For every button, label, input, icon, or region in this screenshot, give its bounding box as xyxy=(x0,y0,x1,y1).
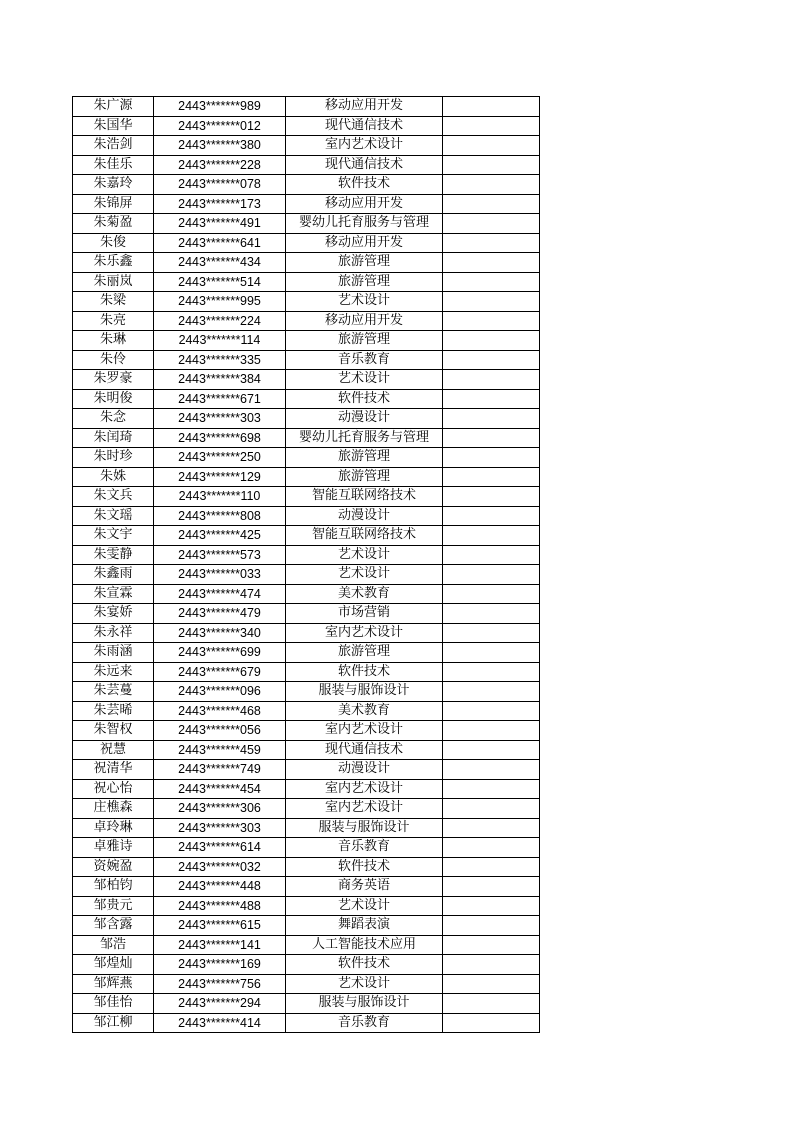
student-name-cell: 朱芸晞 xyxy=(73,701,154,721)
major-cell: 软件技术 xyxy=(286,662,443,682)
student-name-cell: 朱念 xyxy=(73,409,154,429)
table-row xyxy=(73,448,540,468)
major-cell: 旅游管理 xyxy=(286,448,443,468)
table-row xyxy=(73,1013,540,1033)
student-id-cell: 2443*******425 xyxy=(154,526,286,546)
student-id-cell: 2443*******749 xyxy=(154,760,286,780)
student-name-cell: 卓雅诗 xyxy=(73,838,154,858)
student-id-cell: 2443*******679 xyxy=(154,662,286,682)
student-name-cell: 朱雯静 xyxy=(73,545,154,565)
table-row xyxy=(73,175,540,195)
table-row xyxy=(73,233,540,253)
table-row xyxy=(73,877,540,897)
empty-cell xyxy=(443,389,540,409)
empty-cell xyxy=(443,506,540,526)
table-row xyxy=(73,292,540,312)
empty-cell xyxy=(443,623,540,643)
empty-cell xyxy=(443,370,540,390)
student-id-cell: 2443*******129 xyxy=(154,467,286,487)
major-cell: 艺术设计 xyxy=(286,370,443,390)
student-id-cell: 2443*******096 xyxy=(154,682,286,702)
empty-cell xyxy=(443,877,540,897)
table-row xyxy=(73,253,540,273)
major-cell: 现代通信技术 xyxy=(286,155,443,175)
student-name-cell: 朱时珍 xyxy=(73,448,154,468)
student-id-cell: 2443*******479 xyxy=(154,604,286,624)
table-row xyxy=(73,974,540,994)
student-name-cell: 祝清华 xyxy=(73,760,154,780)
table-row xyxy=(73,818,540,838)
empty-cell xyxy=(443,818,540,838)
student-id-cell: 2443*******228 xyxy=(154,155,286,175)
table-row xyxy=(73,994,540,1014)
table-row xyxy=(73,682,540,702)
empty-cell xyxy=(443,526,540,546)
student-name-cell: 邹佳怡 xyxy=(73,994,154,1014)
major-cell: 软件技术 xyxy=(286,389,443,409)
major-cell: 婴幼儿托育服务与管理 xyxy=(286,214,443,234)
student-name-cell: 朱远来 xyxy=(73,662,154,682)
empty-cell xyxy=(443,994,540,1014)
major-cell: 艺术设计 xyxy=(286,565,443,585)
student-name-cell: 朱智权 xyxy=(73,721,154,741)
table-row xyxy=(73,896,540,916)
student-id-cell: 2443*******335 xyxy=(154,350,286,370)
table-row xyxy=(73,116,540,136)
student-id-cell: 2443*******114 xyxy=(154,331,286,351)
empty-cell xyxy=(443,331,540,351)
table-row xyxy=(73,389,540,409)
student-name-cell: 卓玲琳 xyxy=(73,818,154,838)
major-cell: 旅游管理 xyxy=(286,272,443,292)
student-id-cell: 2443*******491 xyxy=(154,214,286,234)
student-name-cell: 朱锦屏 xyxy=(73,194,154,214)
table-row xyxy=(73,916,540,936)
student-id-cell: 2443*******414 xyxy=(154,1013,286,1033)
empty-cell xyxy=(443,253,540,273)
major-cell: 美术教育 xyxy=(286,584,443,604)
empty-cell xyxy=(443,448,540,468)
table-row xyxy=(73,935,540,955)
student-name-cell: 朱姝 xyxy=(73,467,154,487)
student-name-cell: 邹柏钧 xyxy=(73,877,154,897)
empty-cell xyxy=(443,974,540,994)
student-name-cell: 朱宣霖 xyxy=(73,584,154,604)
student-name-cell: 朱明俊 xyxy=(73,389,154,409)
empty-cell xyxy=(443,194,540,214)
student-id-cell: 2443*******294 xyxy=(154,994,286,1014)
student-name-cell: 朱伶 xyxy=(73,350,154,370)
table-row xyxy=(73,526,540,546)
student-id-cell: 2443*******454 xyxy=(154,779,286,799)
student-id-cell: 2443*******141 xyxy=(154,935,286,955)
empty-cell xyxy=(443,409,540,429)
empty-cell xyxy=(443,350,540,370)
major-cell: 舞蹈表演 xyxy=(286,916,443,936)
table-row xyxy=(73,350,540,370)
student-name-cell: 朱广源 xyxy=(73,97,154,117)
student-name-cell: 朱文兵 xyxy=(73,487,154,507)
major-cell: 动漫设计 xyxy=(286,506,443,526)
table-row xyxy=(73,604,540,624)
student-name-cell: 祝慧 xyxy=(73,740,154,760)
major-cell: 商务英语 xyxy=(286,877,443,897)
table-row xyxy=(73,467,540,487)
table-row xyxy=(73,701,540,721)
table-row xyxy=(73,506,540,526)
table-row xyxy=(73,857,540,877)
major-cell: 艺术设计 xyxy=(286,292,443,312)
empty-cell xyxy=(443,721,540,741)
student-id-cell: 2443*******110 xyxy=(154,487,286,507)
table-row xyxy=(73,838,540,858)
major-cell: 艺术设计 xyxy=(286,974,443,994)
student-id-cell: 2443*******250 xyxy=(154,448,286,468)
student-name-cell: 朱亮 xyxy=(73,311,154,331)
empty-cell xyxy=(443,584,540,604)
major-cell: 室内艺术设计 xyxy=(286,136,443,156)
student-name-cell: 朱文宇 xyxy=(73,526,154,546)
empty-cell xyxy=(443,487,540,507)
student-name-cell: 朱鑫雨 xyxy=(73,565,154,585)
empty-cell xyxy=(443,779,540,799)
major-cell: 移动应用开发 xyxy=(286,194,443,214)
student-id-cell: 2443*******808 xyxy=(154,506,286,526)
empty-cell xyxy=(443,682,540,702)
student-id-cell: 2443*******514 xyxy=(154,272,286,292)
student-name-cell: 朱文瑶 xyxy=(73,506,154,526)
empty-cell xyxy=(443,740,540,760)
major-cell: 旅游管理 xyxy=(286,467,443,487)
student-id-cell: 2443*******573 xyxy=(154,545,286,565)
table-row xyxy=(73,194,540,214)
student-id-cell: 2443*******173 xyxy=(154,194,286,214)
student-id-cell: 2443*******012 xyxy=(154,116,286,136)
student-name-cell: 朱乐鑫 xyxy=(73,253,154,273)
student-table xyxy=(72,96,540,1033)
major-cell: 移动应用开发 xyxy=(286,311,443,331)
student-name-cell: 朱嘉玲 xyxy=(73,175,154,195)
empty-cell xyxy=(443,428,540,448)
major-cell: 现代通信技术 xyxy=(286,116,443,136)
empty-cell xyxy=(443,233,540,253)
major-cell: 移动应用开发 xyxy=(286,233,443,253)
student-id-cell: 2443*******303 xyxy=(154,818,286,838)
student-id-cell: 2443*******756 xyxy=(154,974,286,994)
major-cell: 音乐教育 xyxy=(286,350,443,370)
table-row xyxy=(73,565,540,585)
major-cell: 软件技术 xyxy=(286,955,443,975)
empty-cell xyxy=(443,662,540,682)
student-name-cell: 朱佳乐 xyxy=(73,155,154,175)
student-name-cell: 朱闰琦 xyxy=(73,428,154,448)
empty-cell xyxy=(443,955,540,975)
student-name-cell: 朱梁 xyxy=(73,292,154,312)
table-row xyxy=(73,370,540,390)
empty-cell xyxy=(443,701,540,721)
table-row xyxy=(73,760,540,780)
student-id-cell: 2443*******488 xyxy=(154,896,286,916)
major-cell: 室内艺术设计 xyxy=(286,721,443,741)
student-name-cell: 邹江柳 xyxy=(73,1013,154,1033)
student-name-cell: 资婉盈 xyxy=(73,857,154,877)
student-name-cell: 邹煌灿 xyxy=(73,955,154,975)
empty-cell xyxy=(443,136,540,156)
student-id-cell: 2443*******384 xyxy=(154,370,286,390)
table-row xyxy=(73,643,540,663)
student-id-cell: 2443*******303 xyxy=(154,409,286,429)
empty-cell xyxy=(443,838,540,858)
student-name-cell: 朱浩剑 xyxy=(73,136,154,156)
student-name-cell: 朱雨涵 xyxy=(73,643,154,663)
student-id-cell: 2443*******306 xyxy=(154,799,286,819)
student-name-cell: 祝心怡 xyxy=(73,779,154,799)
major-cell: 艺术设计 xyxy=(286,896,443,916)
student-id-cell: 2443*******224 xyxy=(154,311,286,331)
table-row xyxy=(73,214,540,234)
student-id-cell: 2443*******434 xyxy=(154,253,286,273)
table-row xyxy=(73,721,540,741)
table-row xyxy=(73,97,540,117)
major-cell: 智能互联网络技术 xyxy=(286,526,443,546)
student-table-body xyxy=(73,97,540,1033)
table-row xyxy=(73,799,540,819)
empty-cell xyxy=(443,292,540,312)
major-cell: 旅游管理 xyxy=(286,331,443,351)
empty-cell xyxy=(443,799,540,819)
student-name-cell: 朱宴娇 xyxy=(73,604,154,624)
empty-cell xyxy=(443,1013,540,1033)
student-name-cell: 庄樵森 xyxy=(73,799,154,819)
student-id-cell: 2443*******995 xyxy=(154,292,286,312)
empty-cell xyxy=(443,545,540,565)
student-name-cell: 朱永祥 xyxy=(73,623,154,643)
major-cell: 旅游管理 xyxy=(286,643,443,663)
table-row xyxy=(73,155,540,175)
student-name-cell: 朱国华 xyxy=(73,116,154,136)
empty-cell xyxy=(443,604,540,624)
major-cell: 软件技术 xyxy=(286,857,443,877)
empty-cell xyxy=(443,175,540,195)
major-cell: 音乐教育 xyxy=(286,1013,443,1033)
major-cell: 婴幼儿托育服务与管理 xyxy=(286,428,443,448)
table-row xyxy=(73,428,540,448)
table-row xyxy=(73,545,540,565)
major-cell: 旅游管理 xyxy=(286,253,443,273)
table-row xyxy=(73,955,540,975)
major-cell: 美术教育 xyxy=(286,701,443,721)
student-name-cell: 邹贵元 xyxy=(73,896,154,916)
table-row xyxy=(73,311,540,331)
table-row xyxy=(73,623,540,643)
table-row xyxy=(73,584,540,604)
table-row xyxy=(73,740,540,760)
empty-cell xyxy=(443,565,540,585)
table-row xyxy=(73,662,540,682)
student-id-cell: 2443*******614 xyxy=(154,838,286,858)
student-id-cell: 2443*******699 xyxy=(154,643,286,663)
student-id-cell: 2443*******033 xyxy=(154,565,286,585)
student-id-cell: 2443*******340 xyxy=(154,623,286,643)
major-cell: 艺术设计 xyxy=(286,545,443,565)
major-cell: 服装与服饰设计 xyxy=(286,994,443,1014)
empty-cell xyxy=(443,214,540,234)
empty-cell xyxy=(443,116,540,136)
table-row xyxy=(73,487,540,507)
table-row xyxy=(73,779,540,799)
major-cell: 室内艺术设计 xyxy=(286,799,443,819)
major-cell: 音乐教育 xyxy=(286,838,443,858)
major-cell: 室内艺术设计 xyxy=(286,623,443,643)
student-id-cell: 2443*******380 xyxy=(154,136,286,156)
student-id-cell: 2443*******468 xyxy=(154,701,286,721)
student-name-cell: 邹辉燕 xyxy=(73,974,154,994)
empty-cell xyxy=(443,155,540,175)
empty-cell xyxy=(443,311,540,331)
student-name-cell: 朱俊 xyxy=(73,233,154,253)
student-id-cell: 2443*******615 xyxy=(154,916,286,936)
table-row xyxy=(73,331,540,351)
major-cell: 软件技术 xyxy=(286,175,443,195)
table-row xyxy=(73,409,540,429)
empty-cell xyxy=(443,935,540,955)
major-cell: 室内艺术设计 xyxy=(286,779,443,799)
major-cell: 动漫设计 xyxy=(286,760,443,780)
table-row xyxy=(73,136,540,156)
student-name-cell: 朱罗豪 xyxy=(73,370,154,390)
empty-cell xyxy=(443,896,540,916)
student-id-cell: 2443*******169 xyxy=(154,955,286,975)
major-cell: 动漫设计 xyxy=(286,409,443,429)
student-id-cell: 2443*******032 xyxy=(154,857,286,877)
student-id-cell: 2443*******078 xyxy=(154,175,286,195)
empty-cell xyxy=(443,467,540,487)
major-cell: 服装与服饰设计 xyxy=(286,682,443,702)
student-id-cell: 2443*******698 xyxy=(154,428,286,448)
student-id-cell: 2443*******989 xyxy=(154,97,286,117)
major-cell: 服装与服饰设计 xyxy=(286,818,443,838)
empty-cell xyxy=(443,97,540,117)
student-name-cell: 朱琳 xyxy=(73,331,154,351)
major-cell: 市场营销 xyxy=(286,604,443,624)
major-cell: 现代通信技术 xyxy=(286,740,443,760)
empty-cell xyxy=(443,643,540,663)
major-cell: 智能互联网络技术 xyxy=(286,487,443,507)
student-id-cell: 2443*******459 xyxy=(154,740,286,760)
empty-cell xyxy=(443,272,540,292)
student-name-cell: 朱芸蔓 xyxy=(73,682,154,702)
student-name-cell: 邹浩 xyxy=(73,935,154,955)
student-id-cell: 2443*******448 xyxy=(154,877,286,897)
student-id-cell: 2443*******056 xyxy=(154,721,286,741)
student-name-cell: 朱丽岚 xyxy=(73,272,154,292)
student-id-cell: 2443*******474 xyxy=(154,584,286,604)
student-name-cell: 朱菊盈 xyxy=(73,214,154,234)
student-id-cell: 2443*******671 xyxy=(154,389,286,409)
empty-cell xyxy=(443,857,540,877)
table-row xyxy=(73,272,540,292)
empty-cell xyxy=(443,760,540,780)
major-cell: 移动应用开发 xyxy=(286,97,443,117)
empty-cell xyxy=(443,916,540,936)
major-cell: 人工智能技术应用 xyxy=(286,935,443,955)
student-id-cell: 2443*******641 xyxy=(154,233,286,253)
student-name-cell: 邹含露 xyxy=(73,916,154,936)
